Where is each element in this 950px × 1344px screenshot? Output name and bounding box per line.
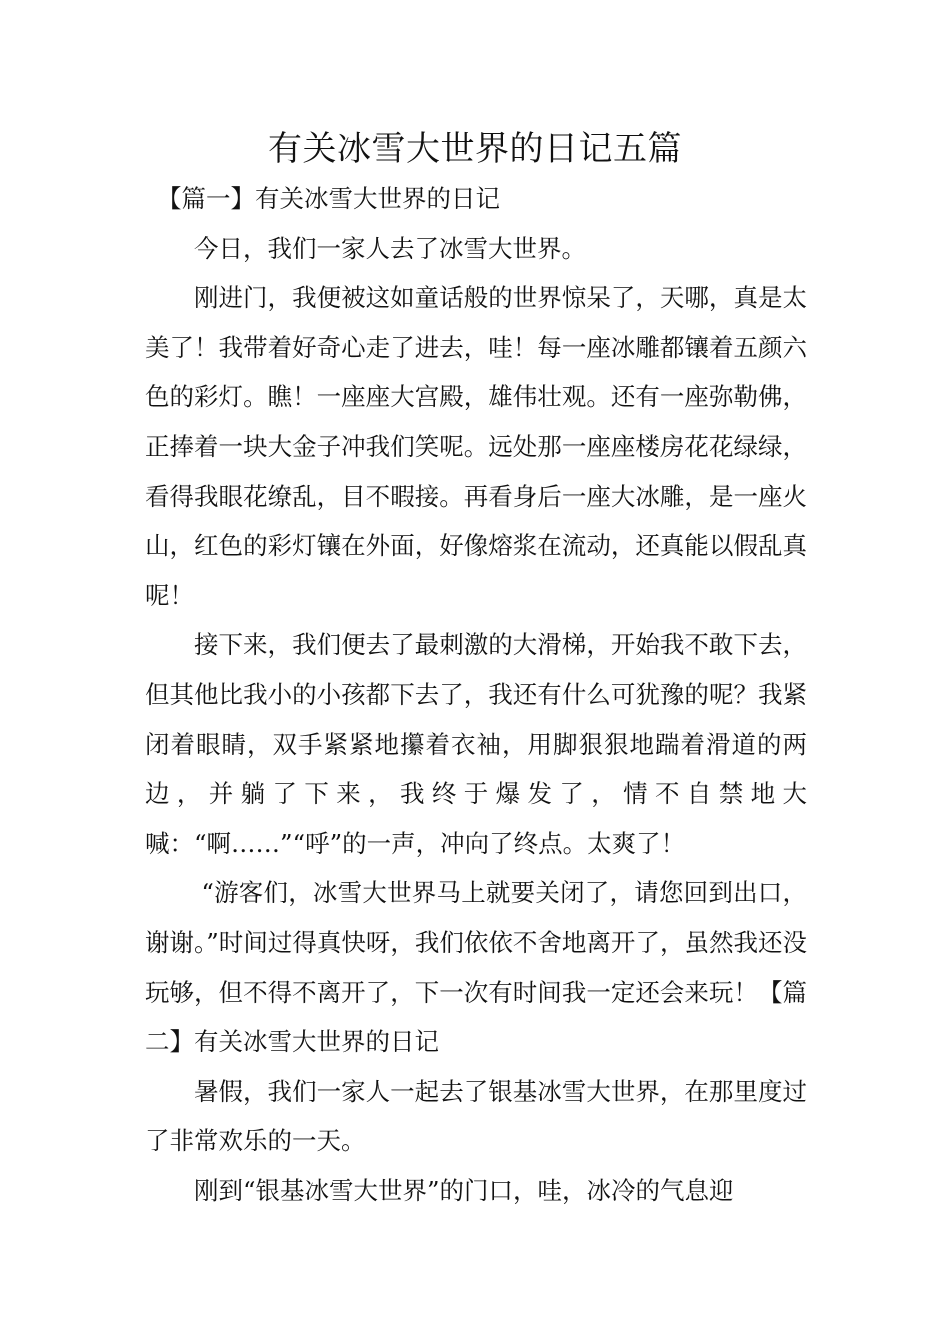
paragraph-2: 刚进门，我便被这如童话般的世界惊呆了，天哪，真是太美了！我带着好奇心走了进去，哇！每一座冰雕都镶着五颜六色的彩灯。瞧！一座座大宫殿，雄伟壮观。还有一座弥勒佛，正捧着一块大金子冲我们笑呢。远处那一座座楼房花花绿绿，看得我眼花缭乱，目不暇接。再看身后一座大冰雕，是一座火山，红色的彩灯镶在外面，好像熔浆在流动，还真能以假乱真呢！ xyxy=(145,283,807,610)
paragraph-3: 接下来，我们便去了最刺激的大滑梯，开始我不敢下去，但其他比我小的小孩都下去了，我还有什么可犹豫的呢？我紧闭着眼睛，双手紧紧地攥着衣袖，用脚狠狠地踹着滑道的两边，并躺了下来，我终于爆发了，情不自禁地大喊：“啊……”“呼”的一声，冲向了终点。太爽了！ xyxy=(145,630,807,858)
paragraph-6: 刚到“银基冰雪大世界”的门口，哇，冰冷的气息迎 xyxy=(194,1175,734,1205)
section-heading-1: 【篇一】有关冰雪大世界的日记 xyxy=(157,184,500,213)
paragraph-4-text: “游客们，冰雪大世界马上就要关闭了，请您回到出口，谢谢。”时间过得真快呀，我们依依不舍地离开了，虽然我还没玩够，但不得不离开了，下一次有时间我一定还会来玩！ xyxy=(145,878,807,1007)
document-body xyxy=(145,174,807,1215)
document-title: 有关冰雪大世界的日记五篇 xyxy=(268,129,682,169)
section-heading-2: 【篇二】有关冰雪大世界的日记 xyxy=(145,977,808,1057)
paragraph-5: 暑假，我们一家人一起去了银基冰雪大世界，在那里度过了非常欢乐的一天。 xyxy=(145,1076,807,1156)
paragraph-4 xyxy=(145,868,807,1066)
paragraph-1: 今日，我们一家人去了冰雪大世界。 xyxy=(194,233,586,263)
